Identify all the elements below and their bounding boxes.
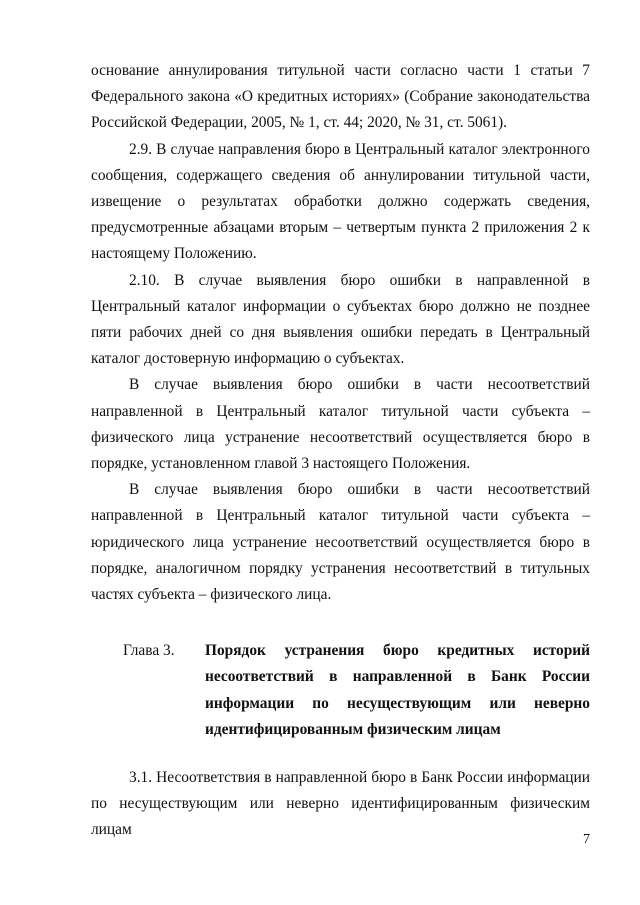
paragraph-legal-entity-error: В случае выявления бюро ошибки в части несоответствий направленной в Центральный каталог титульной части субъекта – юридического лица устранение несоответствий осуществляется бюро в порядке, аналогичном порядку устранения несоответствий в титульных частях субъекта – физического лица. [91,481,590,604]
chapter-number: Глава 3. [123,642,175,660]
paragraph-individual-error: В случае выявления бюро ошибки в части несоответствий направленной в Центральный каталог титульной части субъекта – физического лица устранение несоответствий осуществляется бюро в порядке, установленном главой 3 настоящего Положения. [91,376,590,473]
chapter-title: Порядок устранения бюро кредитных историй несоответствий в направленной в Банк России информации по несуществующим или неверно идентифицированным физическим лицам [205,642,590,738]
paragraph-2-10: 2.10. В случае выявления бюро ошибки в направленной в Центральный каталог информации о субъектах бюро должно не позднее пяти рабочих дней со дня выявления ошибки передать в Центральный каталог достоверную информацию о субъектах. [91,271,590,368]
chapter-heading [123,638,590,743]
page-number: 7 [583,832,590,847]
paragraph-annulment-basis: основание аннулирования титульной части согласно части 1 статьи 7 Федерального закона «О кредитных историях» (Собрание законодательства Российской Федерации, 2005, № 1, ст. 44; 2020, № 31, ст. 5061). [91,62,590,132]
document-body [91,58,590,844]
paragraph-2-9: 2.9. В случае направления бюро в Центральный каталог электронного сообщения, содержащего сведения об аннулировании титульной части, извещение о результатах обработки должно содержать сведения, предусмотренные абзацами вторым – четвертым пункта 2 приложения 2 к настоящему Положению. [91,140,590,263]
paragraph-3-1: 3.1. Несоответствия в направленной бюро в Банк России информации по несуществующим или неверно идентифицированным физическим лицам [91,769,590,839]
